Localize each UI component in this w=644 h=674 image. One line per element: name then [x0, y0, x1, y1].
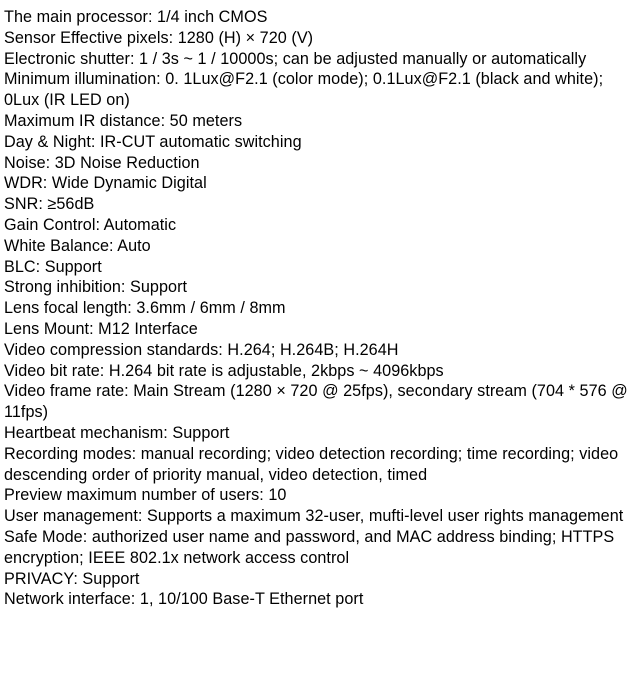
spec-electronic-shutter: Electronic shutter: 1 / 3s ~ 1 / 10000s; can be adjusted manually or automatically: [4, 49, 587, 68]
spec-blc: BLC: Support: [4, 257, 102, 276]
spec-wdr: WDR: Wide Dynamic Digital: [4, 174, 207, 193]
spec-effective-pixels: Sensor Effective pixels: 1280 (H) × 720 (V): [4, 28, 314, 47]
spec-video-compression: Video compression standards: H.264; H.264B; H.264H: [4, 340, 399, 359]
spec-main-processor: The main processor: 1/4 inch CMOS: [4, 8, 268, 26]
spec-preview-users: Preview maximum number of users: 10: [4, 486, 287, 505]
spec-user-management: User management: Supports a maximum 32-user, mufti-level user rights management: [4, 507, 624, 526]
spec-ir-distance: Maximum IR distance: 50 meters: [4, 111, 243, 130]
spec-privacy: PRIVACY: Support: [4, 569, 140, 588]
spec-strong-inhibition: Strong inhibition: Support: [4, 278, 188, 297]
spec-gain-control: Gain Control: Automatic: [4, 215, 177, 234]
spec-network-interface: Network interface: 1, 10/100 Base-T Ethernet port: [4, 590, 364, 609]
spec-lens-mount: Lens Mount: M12 Interface: [4, 319, 198, 338]
spec-day-night: Day & Night: IR-CUT automatic switching: [4, 132, 302, 151]
spec-white-balance: White Balance: Auto: [4, 236, 151, 255]
spec-noise: Noise: 3D Noise Reduction: [4, 153, 200, 172]
spec-minimum-illumination: Minimum illumination: 0. 1Lux@F2.1 (color mode); 0.1Lux@F2.1 (black and white); 0Lux (IR LED on): [4, 70, 608, 110]
spec-recording-modes: Recording modes: manual recording; video detection recording; time recording; video descending order of priority manual, video detection, timed: [4, 444, 623, 484]
spec-video-bit-rate: Video bit rate: H.264 bit rate is adjustable, 2kbps ~ 4096kbps: [4, 361, 444, 380]
spec-safe-mode: Safe Mode: authorized user name and password, and MAC address binding; HTTPS encryption; IEEE 802.1x network access control: [4, 527, 619, 567]
spec-heartbeat: Heartbeat mechanism: Support: [4, 423, 230, 442]
spec-lens-focal-length: Lens focal length: 3.6mm / 6mm / 8mm: [4, 299, 286, 318]
spec-document: [4, 7, 634, 610]
spec-snr: SNR: ≥56dB: [4, 195, 95, 214]
spec-video-frame-rate: Video frame rate: Main Stream (1280 × 720 @ 25fps), secondary stream (704 * 576 @ 11fps): [4, 382, 633, 422]
